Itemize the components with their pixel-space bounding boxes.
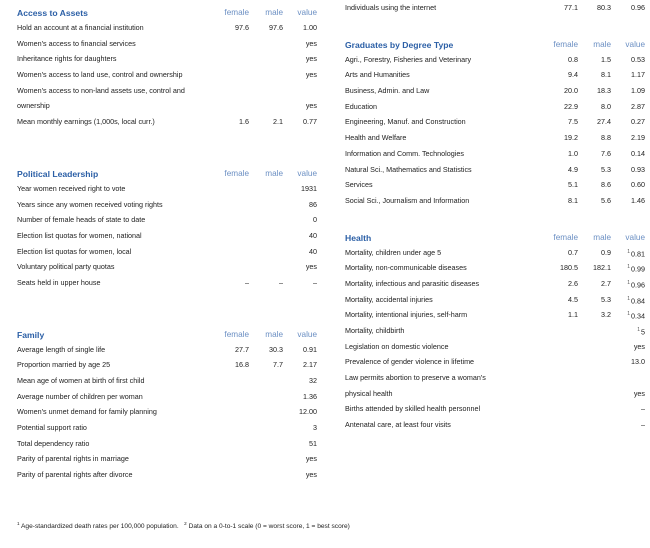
ratio-value-text: 0.96 [631,280,645,290]
row-label: Election list quotas for women, local [17,246,132,256]
table-row [345,245,645,261]
table-row [345,162,645,178]
row-label: Election list quotas for women, national [17,230,142,240]
row-label: Arts and Humanities [345,70,410,80]
ratio-value [277,404,317,420]
row-label: Parity of parental rights after divorce [17,470,133,480]
female-value: 4.9 [568,164,578,174]
ratio-value-text: 13.0 [631,357,645,367]
row-label: Average length of single life [17,344,106,354]
row-label: Legislation on domestic violence [345,341,449,351]
ratio-value [605,260,645,277]
table-row [345,260,645,276]
male-column-header: male [593,39,611,49]
table-row [345,370,645,386]
ratio-value-text: 5 [641,327,645,337]
political-leadership-section [17,161,319,291]
section-title: Family [17,329,45,340]
ratio-value-text: 2.87 [631,101,645,111]
ratio-value-text: 0.93 [631,164,645,174]
ratio-value-text: yes [305,54,317,64]
male-value: 7.6 [601,148,611,158]
male-value: 27.4 [597,117,611,127]
row-label: Mortality, childbirth [345,326,405,335]
row-label: Women's access to land use, control and ownership [17,70,183,80]
ratio-value-text: 1.36 [303,391,317,401]
ratio-value-text: yes [305,70,317,80]
ratio-value [605,417,645,433]
table-row [17,436,319,452]
ratio-value-text: 1.17 [631,70,645,80]
section-title: Graduates by Degree Type [345,39,454,50]
table-row [345,177,645,193]
male-value: 8.0 [601,101,611,111]
row-label: Individuals using the internet [345,3,437,12]
footnote-marker: 1 [627,264,630,271]
row-label: Business, Admin. and Law [345,86,430,96]
row-label: Inheritance rights for daughters [17,54,117,64]
male-value: 5.6 [601,195,611,205]
ratio-value [277,228,317,244]
ratio-value-text: 12.00 [299,407,317,417]
ratio-value [605,245,645,262]
ratio-value-text: 1.09 [631,86,645,96]
male-column-header: male [265,168,283,178]
female-column-header: female [224,329,249,339]
male-value: 18.3 [597,86,611,96]
row-label: Women's access to financial services [17,38,136,48]
ratio-value-text: 40 [309,230,317,240]
table-row [17,51,319,67]
ratio-value [277,373,317,389]
ratio-value: 0.96 [631,3,645,12]
ratio-value-text: 0.84 [631,296,645,306]
table-row [17,259,319,275]
value-column-header: value [625,39,645,49]
ratio-value [605,386,645,402]
female-value: 5.1 [568,180,578,190]
table-row [17,212,319,228]
access-to-assets-section [17,0,319,130]
ratio-value [277,36,317,52]
ratio-value [277,259,317,275]
footnote-1-marker: 1 [17,521,20,526]
female-value: 8.1 [568,195,578,205]
female-value: 7.5 [568,117,578,127]
row-label: Agri., Forestry, Fisheries and Veterinary [345,54,472,64]
male-value: 1.5 [601,54,611,64]
ratio-value [605,67,645,83]
ratio-value [277,114,317,130]
footnote-marker: 1 [627,311,630,318]
table-row [17,420,319,436]
row-label: Engineering, Manuf. and Construction [345,117,466,127]
footnote-2-text: Data on a 0-to-1 scale (0 = worst score, 1 = best score) [188,523,350,531]
ratio-value-text: 0.81 [631,248,645,258]
ratio-value [605,292,645,309]
ratio-value [605,52,645,68]
row-label: Social Sci., Journalism and Information [345,195,470,205]
row-label: Years since any women received voting rights [17,199,163,209]
row-label: Women's access to non-land assets use, control and [17,85,185,95]
row-label: Proportion married by age 25 [17,360,111,370]
row-label: Parity of parental rights in marriage [17,454,129,464]
value-column-header: value [297,329,317,339]
ratio-value-text: – [641,420,645,430]
row-label: Mortality, infectious and parasitic diseases [345,278,480,288]
row-label: Women's unmet demand for family planning [17,407,157,417]
male-value: 97.6 [269,23,283,32]
table-row [345,307,645,323]
value-column-header: value [297,168,317,178]
row-label: Year women received right to vote [17,183,126,193]
male-column-header: male [265,329,283,339]
ratio-value-text: 0.99 [631,264,645,274]
ratio-value [277,357,317,373]
ratio-value-text: 1.46 [631,195,645,205]
row-label: Mean age of women at birth of first child [17,376,145,385]
ratio-value-text: 0.27 [631,117,645,127]
row-label: Education [345,101,377,111]
row-label: Potential support ratio [17,423,87,433]
ratio-value-text: 32 [309,376,317,385]
table-row [345,417,645,433]
female-value: 20.0 [564,86,578,96]
female-value: 0.8 [568,54,578,64]
section-header [17,322,319,342]
table-row [17,228,319,244]
table-row [345,114,645,130]
ratio-value [277,67,317,83]
ratio-value [277,181,317,197]
female-value: 27.7 [235,344,249,354]
ratio-value-text: 86 [309,199,317,209]
ratio-value-text: – [641,404,645,414]
row-label: Average number of children per woman [17,391,143,401]
female-value: 4.5 [568,294,578,304]
male-value: 8.1 [601,70,611,80]
ratio-value-text: 0.60 [631,180,645,190]
ratio-value [277,197,317,213]
table-row [17,373,319,389]
ratio-value-text: yes [305,470,317,480]
footnote-1-text: Age-standardized death rates per 100,000 population. [21,523,179,531]
male-value: 2.7 [601,278,611,288]
female-value: 77.1 [564,3,578,12]
female-value: 1.6 [239,117,249,127]
row-label: Information and Comm. Technologies [345,148,464,158]
row-label: Antenatal care, at least four visits [345,420,451,430]
row-label: Mortality, non-communicable diseases [345,263,467,273]
table-row [17,244,319,260]
right-column [345,0,645,433]
ratio-value [605,130,645,146]
female-value: 180.5 [560,263,578,273]
table-row [345,339,645,355]
ratio-value [277,436,317,452]
table-row [345,401,645,417]
footnote-marker: 1 [637,327,640,333]
footnote-marker: 1 [627,248,630,255]
ratio-value-text: 1931 [301,183,317,193]
table-row [345,323,645,339]
ratio-value-text: 2.17 [303,360,317,370]
female-value: – [245,277,249,287]
table-row [345,146,645,162]
male-value: – [279,277,283,287]
row-label: Total dependency ratio [17,438,90,448]
table-row [345,354,645,370]
male-value: 3.2 [601,310,611,320]
female-column-header: female [553,39,578,49]
ratio-value [277,212,317,228]
ratio-value [605,323,645,340]
table-row [17,83,319,99]
ratio-value [605,99,645,115]
table-row [17,181,319,197]
female-value: 2.6 [568,278,578,288]
table-row [17,98,319,114]
footnote [17,521,350,530]
graduates-section [345,32,645,209]
table-row [17,467,319,483]
ratio-value [277,342,317,358]
row-label: Prevalence of gender violence in lifetime [345,357,475,367]
male-value: 2.1 [273,117,283,127]
ratio-value-text: 51 [309,438,317,448]
row-label: Services [345,180,373,190]
male-value: 5.3 [601,164,611,174]
ratio-value-text: 0 [313,215,317,225]
ratio-value-text: yes [305,262,317,272]
row-label: Mortality, children under age 5 [345,247,442,257]
ratio-value [277,420,317,436]
section-header [345,32,645,52]
male-column-header: male [265,8,283,17]
ratio-value [277,389,317,405]
ratio-value-text: 0.34 [631,311,645,321]
ratio-value-text: yes [305,454,317,464]
family-section [17,322,319,483]
table-row [17,20,319,36]
female-column-header: female [224,8,249,17]
ratio-value-text: 0.53 [631,54,645,64]
ratio-value [277,451,317,467]
male-value: 7.7 [273,360,283,370]
female-value: 1.0 [568,148,578,158]
ratio-value-text: 40 [309,246,317,256]
footnote-2-marker: 2 [184,521,187,526]
male-value: 30.3 [269,344,283,354]
ratio-value [277,275,317,291]
section-header [345,225,645,245]
table-row [345,99,645,115]
table-row [345,386,645,402]
male-value: 182.1 [593,263,611,273]
value-column-header: value [297,8,317,17]
ratio-value-text: yes [633,388,645,398]
table-row [17,357,319,373]
internet-row [345,0,645,16]
male-value: 8.6 [601,180,611,190]
table-row [17,197,319,213]
ratio-value-text: 0.77 [303,117,317,127]
table-row [17,342,319,358]
table-row [17,114,319,130]
row-label: Law permits abortion to preserve a woman's [345,373,486,383]
ratio-value-text: 1.00 [303,23,317,32]
female-value: 16.8 [235,360,249,370]
table-row [17,451,319,467]
ratio-value-text: yes [305,101,317,111]
row-label: Hold an account at a financial institution [17,23,144,32]
female-value: 97.6 [235,23,249,32]
female-value: 19.2 [564,133,578,143]
ratio-value [277,98,317,114]
section-header [17,0,319,20]
row-label: ownership [17,101,50,111]
ratio-value-text: 3 [313,423,317,433]
row-label: Natural Sci., Mathematics and Statistics [345,164,472,174]
ratio-value [605,83,645,99]
row-label: Mortality, intentional injuries, self-harm [345,310,468,320]
female-value: 0.7 [568,247,578,257]
row-label: Voluntary political party quotas [17,262,115,272]
ratio-value [277,20,317,36]
ratio-value-text: 0.91 [303,344,317,354]
table-row [345,67,645,83]
row-label: Births attended by skilled health personnel [345,404,481,414]
ratio-value-text: yes [305,38,317,48]
ratio-value [605,354,645,370]
section-header [17,161,319,181]
row-label: Health and Welfare [345,133,407,143]
male-value: 80.3 [597,3,611,12]
ratio-value [605,307,645,324]
table-row [345,193,645,209]
health-section [345,225,645,433]
table-row [17,389,319,405]
table-row [17,275,319,291]
ratio-value [605,162,645,178]
ratio-value [605,276,645,293]
female-value: 1.1 [568,310,578,320]
ratio-value-text: yes [633,341,645,351]
section-title: Health [345,232,372,243]
table-row [345,292,645,308]
footnote-marker: 1 [627,279,630,286]
section-title: Political Leadership [17,168,99,179]
ratio-value [605,339,645,355]
male-value: 0.9 [601,247,611,257]
footnote-marker: 1 [627,295,630,302]
ratio-value [277,467,317,483]
ratio-value [277,51,317,67]
row-label: physical health [345,388,393,398]
ratio-value-text: 0.14 [631,148,645,158]
table-row [17,67,319,83]
male-value: 8.8 [601,133,611,143]
ratio-value [605,193,645,209]
ratio-value [605,146,645,162]
table-row [17,36,319,52]
female-value: 9.4 [568,70,578,80]
table-row [345,276,645,292]
male-value: 5.3 [601,294,611,304]
value-column-header: value [625,232,645,242]
ratio-value [605,114,645,130]
ratio-value-text: 2.19 [631,133,645,143]
ratio-value-text: – [313,277,317,287]
row-label: Mean monthly earnings (1,000s, local curr.) [17,117,155,127]
table-row [17,404,319,420]
table-row [345,52,645,68]
male-column-header: male [593,232,611,242]
female-column-header: female [224,168,249,178]
left-column [17,0,319,483]
table-row [345,83,645,99]
ratio-value [605,177,645,193]
table-row [345,130,645,146]
ratio-value [277,244,317,260]
row-label: Number of female heads of state to date [17,215,146,225]
female-value: 22.9 [564,101,578,111]
section-title: Access to Assets [17,8,88,18]
row-label: Seats held in upper house [17,277,101,287]
ratio-value [605,401,645,417]
row-label: Mortality, accidental injuries [345,294,433,304]
female-column-header: female [553,232,578,242]
